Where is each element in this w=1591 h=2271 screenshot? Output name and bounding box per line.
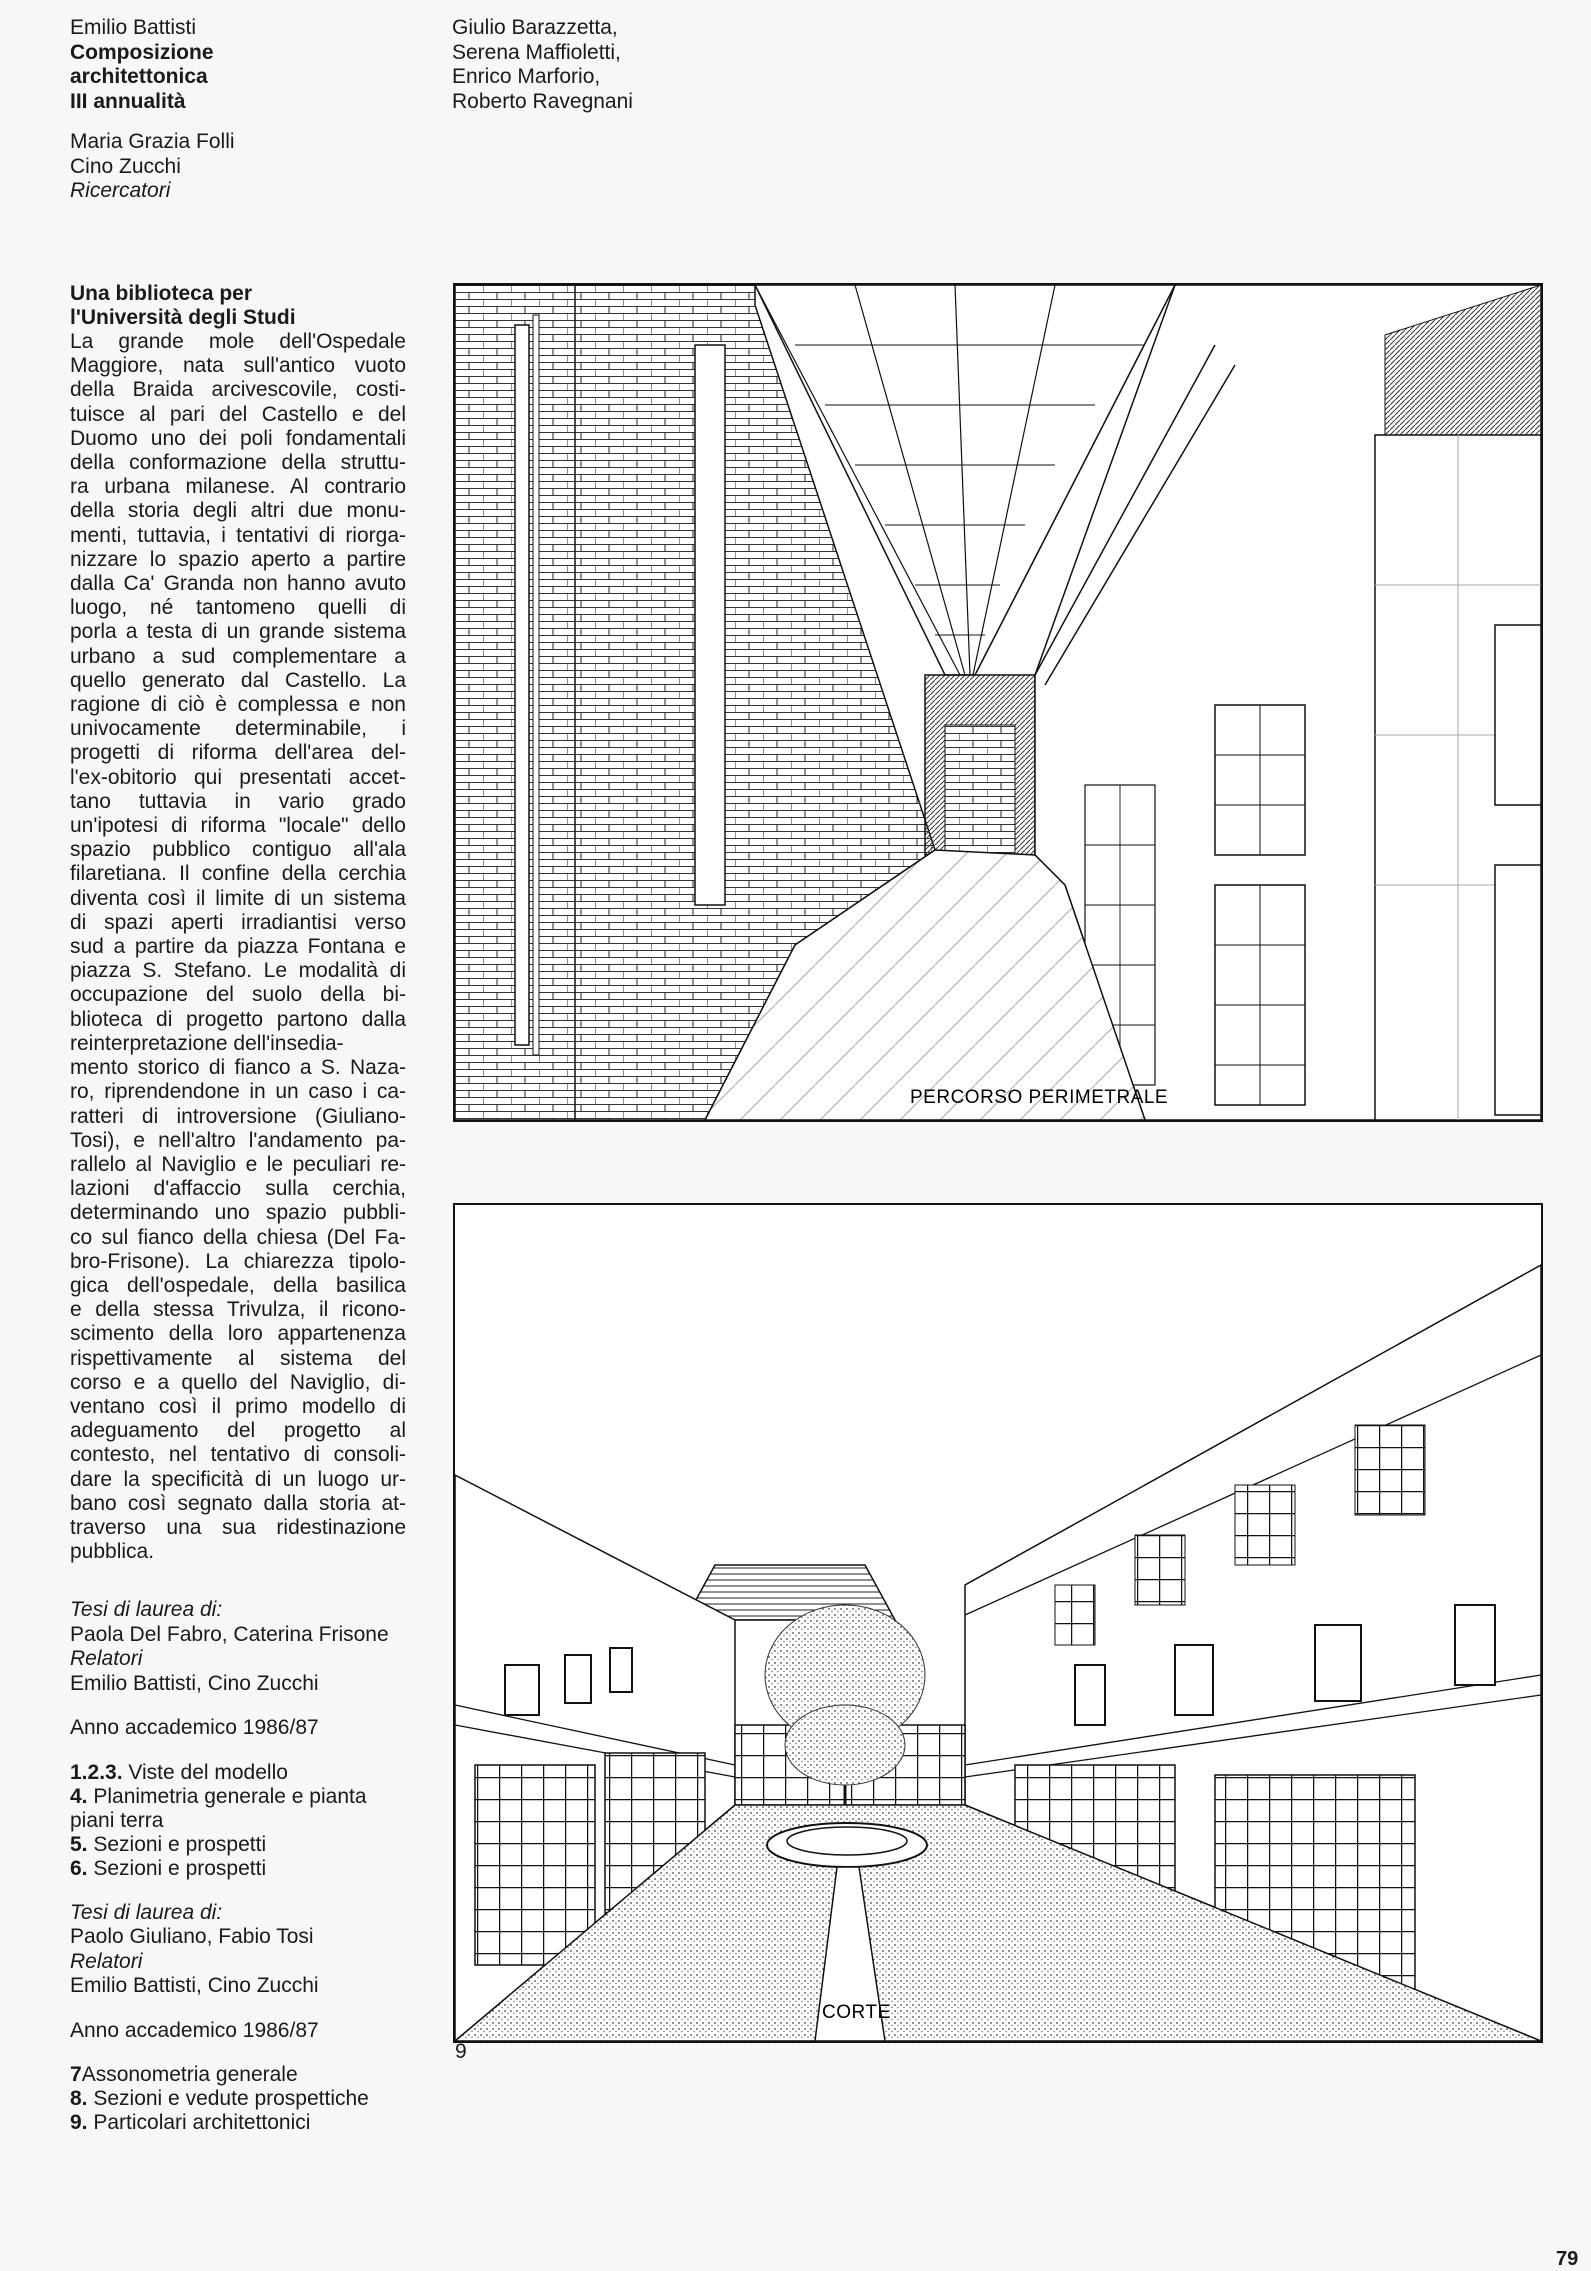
article-body-line: occupazione del suolo della bi- (70, 983, 406, 1007)
figure-list-item (70, 1857, 406, 1881)
researchers-role: Ricercatori (70, 179, 171, 202)
article-body-line: nizzare lo spazio aperto a partire (70, 547, 406, 571)
article-body-line: della Braida arcivescovile, costi- (70, 378, 406, 402)
figure-list-text: piani terra (70, 1808, 164, 1832)
article-body-line: della conformazione della struttu- (70, 451, 406, 475)
article-body-line: rallelo al Naviglio e le peculiari re- (70, 1152, 406, 1176)
article-body-line: Duomo uno dei poli fondamentali (70, 426, 406, 450)
figure-list-number: 9. (70, 2111, 88, 2135)
article-body-line: bano così segnato dalla storia at- (70, 1491, 406, 1515)
article-body-line: piazza S. Stefano. Le modalità di (70, 959, 406, 983)
article-body-line: contesto, nel tentativo di consoli- (70, 1443, 406, 1467)
article-body-line: La grande mole dell'Ospedale (70, 330, 406, 353)
article-body-line: dalla Ca' Granda non hanno avuto (70, 572, 406, 596)
article-body-line: tuisce al pari del Castello e del (70, 402, 406, 426)
researcher-2: Cino Zucchi (70, 154, 181, 178)
article-title-line-2: l'Università degli Studi (70, 306, 296, 329)
article-body-line: ventano così il primo modello di (70, 1394, 406, 1418)
article-body-line: e della stessa Trivulza, il ricono- (70, 1298, 406, 1322)
figure-list-number: 8. (70, 2087, 88, 2111)
article-body-line: l'ex-obitorio qui presentati accet- (70, 765, 406, 789)
figure-list-number: 7 (70, 2063, 82, 2087)
figure-label-percorso: PERCORSO PERIMETRALE (910, 1087, 1169, 1108)
relatori-names: Emilio Battisti, Cino Zucchi (70, 1671, 319, 1695)
article-body-line: tano tuttavia in vario grado (70, 789, 406, 813)
course-title-line-1: Composizione (70, 40, 214, 64)
article-body-line: rispettivamente al sistema del (70, 1346, 406, 1370)
academic-year: Anno accademico 1986/87 (70, 2018, 319, 2042)
article-body-line: blioteca di progetto partono dalla (70, 1007, 406, 1031)
thesis-label: Tesi di laurea di: (70, 1598, 223, 1622)
credits-1 (70, 1598, 406, 1881)
article-body-line: quello generato dal Castello. La (70, 668, 406, 692)
article-body (70, 330, 406, 1564)
article-body-line: ra urbana milanese. Al contrario (70, 475, 406, 499)
student-2: Serena Maffioletti, (452, 40, 621, 64)
course-title-line-2: architettonica (70, 65, 208, 88)
article-column (70, 282, 406, 2135)
figure-list-number: 6. (70, 1856, 88, 1880)
figure-list-item (70, 2111, 406, 2135)
perspective-drawing-walkway (455, 285, 1541, 1120)
relatori-label: Relatori (70, 1647, 143, 1671)
thesis-label: Tesi di laurea di: (70, 1900, 223, 1924)
figure-list (70, 2063, 406, 2135)
perspective-drawing-courtyard (455, 1205, 1541, 2041)
article-body-line: reinterpretazione dell'insedia- (70, 1031, 344, 1055)
figure-list-item (70, 1833, 406, 1857)
credits-2 (70, 1901, 406, 2136)
student-4: Roberto Ravegnani (452, 89, 633, 113)
figure-list-text: Sezioni e prospetti (87, 1856, 267, 1880)
figure-list-text: Assonometria generale (81, 2063, 298, 2087)
figure-list-number: 1.2.3. (70, 1760, 123, 1784)
article-body-line: un'ipotesi di riforma "locale" dello (70, 814, 406, 838)
article-body-line: traverso una sua ridestinazione (70, 1515, 406, 1539)
figure-corte (453, 1203, 1543, 2043)
article-body-line: univocamente determinabile, i (70, 717, 406, 741)
author-name: Emilio Battisti (70, 16, 197, 39)
figure-list-number: 4. (70, 1784, 88, 1808)
article-body-line: Maggiore, nata sull'antico vuoto (70, 354, 406, 378)
article-body-line: scimento della loro appartenenza (70, 1322, 406, 1346)
article-body-line: filaretiana. Il confine della cerchia (70, 862, 406, 886)
article-body-line: adeguamento del progetto al (70, 1419, 406, 1443)
article-body-line: menti, tuttavia, i tentativi di riorga- (70, 523, 406, 547)
article-title (70, 282, 406, 330)
thesis-authors: Paolo Giuliano, Fabio Tosi (70, 1925, 314, 1949)
student-3: Enrico Marforio, (452, 65, 601, 88)
figure-list (70, 1761, 406, 1881)
relatori-label: Relatori (70, 1949, 143, 1973)
relatori-names: Emilio Battisti, Cino Zucchi (70, 1974, 319, 1998)
article-body-line: bro-Frisone). La chiarezza tipolo- (70, 1249, 406, 1273)
article-body-line: Tosi), e nell'altro l'andamento pa- (70, 1128, 406, 1152)
figure-list-text: Viste del modello (122, 1760, 288, 1784)
article-body-line: co sul fianco della chiesa (Del Fa- (70, 1225, 406, 1249)
figure-list-text: Particolari architettonici (87, 2111, 311, 2135)
article-body-line: luogo, né tantomeno quelli di (70, 596, 406, 620)
article-body-line: urbano a sud complementare a (70, 644, 406, 668)
article-body-line: ro, riprendendone in un caso i ca- (70, 1080, 406, 1104)
article-body-line: diventa così il limite di un sistema (70, 886, 406, 910)
article-body-line: determinando uno spazio pubbli- (70, 1201, 406, 1225)
article-body-line: lazioni d'affaccio sulla cerchia, (70, 1177, 406, 1201)
figure-list-item (70, 2087, 406, 2111)
figure-list-item (70, 1761, 406, 1785)
figure-list-text: Sezioni e vedute prospettiche (87, 2087, 369, 2111)
article-title-line-1: Una biblioteca per (70, 282, 253, 305)
article-body-line: corso e a quello del Naviglio, di- (70, 1370, 406, 1394)
article-body-line: mento storico di fianco a S. Naza- (70, 1056, 406, 1080)
figure-list-item (70, 2063, 406, 2087)
student-1: Giulio Barazzetta, (452, 16, 618, 39)
header-left (70, 16, 235, 204)
article-body-line: di spazi aperti irradiantisi verso (70, 910, 406, 934)
article-body-line: della storia degli altri due monu- (70, 499, 406, 523)
figure-list-item (70, 1809, 406, 1833)
article-body-line: pubblica. (70, 1540, 155, 1564)
article-body-line: ragione di ciò è complessa e non (70, 693, 406, 717)
header-right (452, 16, 633, 114)
figure-label-corte: CORTE (822, 2002, 891, 2023)
course-title-line-3: III annualità (70, 89, 186, 113)
article-body-line: dare la specificità di un luogo ur- (70, 1467, 406, 1491)
article-body-line: sud a partire da piazza Fontana e (70, 935, 406, 959)
thesis-authors: Paola Del Fabro, Caterina Frisone (70, 1622, 389, 1646)
article-body-line: progetti di riforma dell'area del- (70, 741, 406, 765)
figure-list-text: Planimetria generale e pianta (87, 1784, 367, 1808)
article-body-line: porla a testa di un grande sistema (70, 620, 406, 644)
figure-percorso-perimetrale (453, 283, 1543, 1122)
figure-number: 9 (455, 2040, 467, 2063)
figure-list-item (70, 1785, 406, 1809)
page-number: 79 (1556, 2248, 1579, 2270)
figure-list-text: Sezioni e prospetti (87, 1832, 267, 1856)
article-body-line: ratteri di introversione (Giuliano- (70, 1104, 406, 1128)
researcher-1: Maria Grazia Folli (70, 130, 235, 153)
academic-year: Anno accademico 1986/87 (70, 1716, 319, 1740)
figure-list-number: 5. (70, 1832, 88, 1856)
article-body-line: gica dell'ospedale, della basilica (70, 1273, 406, 1297)
article-body-line: spazio pubblico contiguo all'ala (70, 838, 406, 862)
